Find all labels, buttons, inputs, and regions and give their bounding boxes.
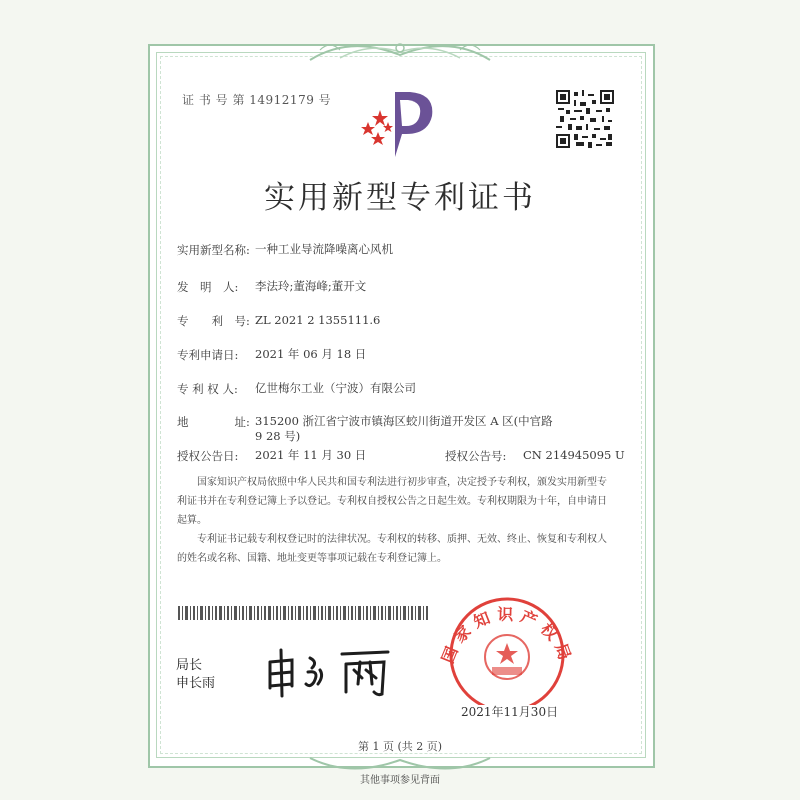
field-value: 李法玲;董海峰;董开文	[255, 279, 367, 293]
field-application-date	[177, 347, 585, 363]
field-utility-model-name	[177, 242, 585, 258]
qr-code-icon	[556, 90, 614, 148]
field-label: 实用新型名称:	[177, 243, 250, 257]
field-value: CN 214945095 U	[523, 448, 625, 462]
director-block	[176, 657, 215, 693]
field-grant-date	[177, 448, 673, 464]
field-label: 授权公告号:	[445, 449, 507, 463]
director-signature	[262, 640, 402, 700]
top-ornament	[300, 30, 500, 70]
field-label: 发 明 人:	[177, 280, 239, 294]
field-inventors	[177, 279, 585, 295]
svg-text:国家知识产权局: 国家知识产权局	[438, 604, 577, 669]
director-title: 局长	[176, 658, 203, 673]
field-value: 亿世梅尔工业（宁波）有限公司	[255, 381, 416, 395]
field-value: 315200 浙江省宁波市镇海区蛟川街道开发区 A 区(中官路 9 28 号)	[255, 414, 553, 443]
field-address	[177, 414, 555, 444]
statement-legal-status: 专利证书记载专利权登记时的法律状况。专利权的转移、质押、无效、终止、恢复和专利权人的姓名或名称、国籍、地址变更等事项记载在专利登记簿上。	[177, 534, 607, 564]
field-label: 地 址:	[177, 415, 250, 429]
certificate-number: 证 书 号 第 14912179 号	[182, 93, 332, 107]
certificate-title: 实用新型专利证书	[264, 180, 536, 216]
page-number: 第 1 页 (共 2 页)	[357, 740, 443, 753]
field-patent-number	[177, 313, 585, 329]
back-note: 其他事项参见背面	[360, 775, 440, 786]
field-label: 授权公告日:	[177, 449, 239, 463]
field-label: 专利申请日:	[177, 348, 239, 362]
barcode-icon	[178, 606, 428, 620]
field-value: 2021 年 06 月 18 日	[255, 347, 367, 361]
field-label: 专 利 权 人:	[177, 382, 238, 396]
official-seal	[432, 595, 582, 705]
field-label: 专 利 号:	[177, 314, 250, 328]
seal-date: 2021年11月30日	[461, 705, 559, 719]
patent-office-logo-icon	[340, 82, 460, 160]
field-value: 一种工业导流降噪离心风机	[255, 242, 393, 256]
field-value: ZL 2021 2 1355111.6	[255, 313, 381, 327]
statement-grant: 国家知识产权局依照中华人民共和国专利法进行初步审查，决定授予专利权，颁发实用新型专利证书并在专利登记簿上予以登记。专利权自授权公告之日起生效。专利权期限为十年，自申请日起算。	[177, 477, 607, 526]
director-name: 申长雨	[176, 676, 216, 691]
field-value: 2021 年 11 月 30 日	[255, 448, 367, 462]
field-patentee	[177, 381, 585, 397]
